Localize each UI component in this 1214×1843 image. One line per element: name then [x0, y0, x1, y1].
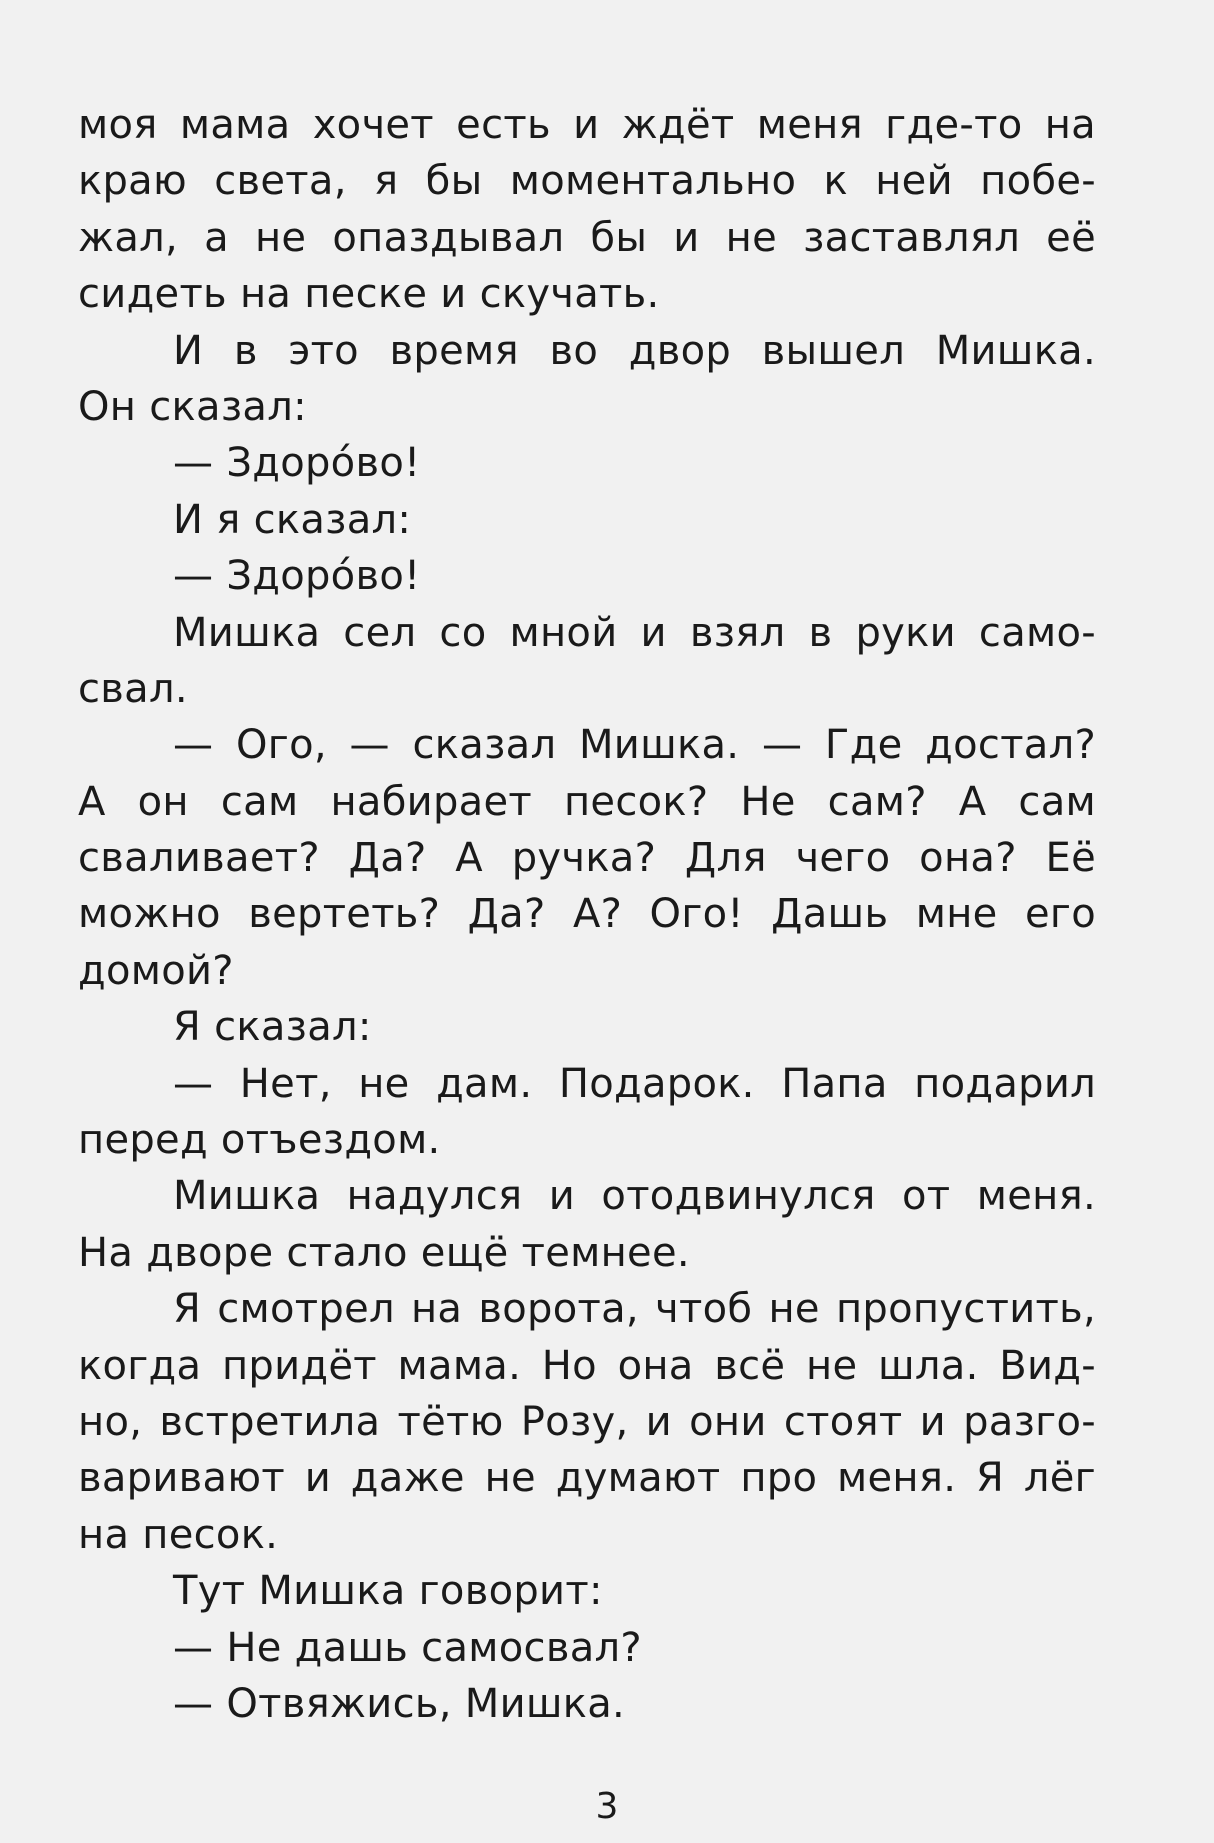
text-line: перед отъездом. — [78, 1117, 441, 1164]
text-line: Он сказал: — [78, 383, 307, 430]
text-line: краю света, я бы моментально к ней побе- — [78, 158, 1096, 205]
text-line: — Ого, — сказал Мишка. — Где достал? — [173, 722, 1096, 769]
text-line: сидеть на песке и скучать. — [78, 271, 660, 318]
text-line: И я сказал: — [173, 496, 412, 543]
text-line: — Отвяжись, Мишка. — [173, 1680, 626, 1727]
page-text — [78, 97, 1096, 1732]
text-line: Я сказал: — [173, 1004, 372, 1051]
text-line: моя мама хочет есть и ждёт меня где-то на — [78, 102, 1096, 148]
page-number: 3 — [595, 1786, 619, 1827]
text-line: когда придёт мама. Но она всё не шла. Вид- — [78, 1342, 1096, 1389]
text-line: жал, а не опаздывал бы и не заставлял её — [78, 214, 1096, 261]
text-line: — Не дашь самосвал? — [173, 1624, 642, 1671]
text-line: сваливает? Да? А ручка? Для чего она? Её — [78, 835, 1096, 882]
text-line: можно вертеть? Да? А? Ого! Дашь мне его — [78, 891, 1096, 938]
text-line: На дворе стало ещё темнее. — [78, 1229, 690, 1276]
text-line: Мишка сел со мной и взял в руки само- — [173, 609, 1096, 656]
text-line: Тут Мишка говорит: — [173, 1568, 603, 1615]
text-line: — Здоро́во! — [173, 553, 421, 600]
text-line: свал. — [78, 665, 188, 712]
text-line: домой? — [78, 947, 234, 994]
text-line: И в это время во двор вышел Мишка. — [173, 327, 1096, 374]
text-line: варивают и даже не думают про меня. Я лёг — [78, 1455, 1096, 1502]
text-line: Мишка надулся и отодвинулся от меня. — [173, 1173, 1096, 1220]
text-line: А он сам набирает песок? Не сам? А сам — [78, 778, 1096, 825]
text-line: — Здоро́во! — [173, 440, 421, 487]
text-line: Я смотрел на ворота, чтоб не пропустить, — [173, 1286, 1096, 1333]
text-line: — Нет, не дам. Подарок. Папа подарил — [173, 1060, 1096, 1107]
text-line: на песок. — [78, 1511, 279, 1558]
text-line: но, встретила тётю Розу, и они стоят и разго- — [78, 1398, 1096, 1445]
